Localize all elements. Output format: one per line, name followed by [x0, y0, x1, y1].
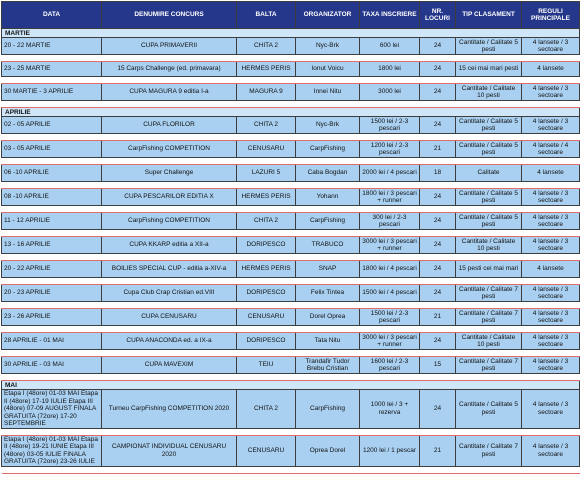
cell-seats: 24 [420, 84, 456, 101]
table-row [2, 357, 580, 374]
cell-date: 08 -10 APRILIE [2, 189, 102, 206]
cell-seats: 24 [420, 117, 456, 134]
cell-seats: 18 [420, 165, 456, 182]
section-title: APRILIE [2, 108, 580, 117]
cell-seats: 24 [420, 261, 456, 278]
cell-rules: 4 lansete / 3 sectoare [522, 84, 580, 101]
cell-fee: 3000 lei / 3 pescari + runner [360, 333, 420, 350]
row-divider [2, 55, 580, 62]
row-divider-cell [2, 77, 580, 84]
cell-seats: 21 [420, 435, 456, 466]
cell-organizer: Oprea Dorel [296, 435, 360, 466]
cell-name: CarpFishing COMPETITION [102, 141, 237, 158]
cell-seats: 24 [420, 62, 456, 77]
header-seats: NR. LOCURI [420, 2, 456, 29]
cell-date: 03 - 05 APRILIE [2, 141, 102, 158]
cell-ranking: 15 cei mai mari pesti [456, 62, 522, 77]
row-divider [2, 278, 580, 285]
cell-ranking: Cantitate / Calitate 5 pesti [456, 189, 522, 206]
cell-rules: 4 lansete / 3 sectoare [522, 390, 580, 429]
cell-organizer: CarpFishing [296, 141, 360, 158]
cell-seats: 24 [420, 38, 456, 55]
cell-rules: 4 lansete / 3 sectoare [522, 38, 580, 55]
cell-organizer: Tata Nitu [296, 333, 360, 350]
cell-ranking: Cantitate / Calitate 5 pesti [456, 390, 522, 429]
cell-name: CUPA KKARP editia a XII-a [102, 237, 237, 254]
cell-date: Etapa I (48ore) 01-03 MAI Etapa II (48ore) 17-19 IULIE Etapa III (48ore) 07-09 AUGUST FINALA GRATUITA (72ore) 17-20 SEPTEMBRIE [2, 390, 102, 429]
cell-ranking: Cantitate / Calitate 7 pesti [456, 357, 522, 374]
cell-date: 23 - 26 APRILIE [2, 309, 102, 326]
cell-fee: 1800 lei / 3 pescari + runner [360, 189, 420, 206]
cell-fee: 1800 lei [360, 62, 420, 77]
row-divider [2, 302, 580, 309]
header-rules: REGULI PRINCIPALE [522, 2, 580, 29]
section-title: MARTIE [2, 29, 580, 38]
row-divider [2, 77, 580, 84]
cell-name: 15 Carps Challenge (ed. primavara) [102, 62, 237, 77]
row-divider [2, 206, 580, 213]
row-divider-cell [2, 350, 580, 357]
header-name: DENUMIRE CONCURS [102, 2, 237, 29]
cell-fee: 2000 lei / 4 pescari [360, 165, 420, 182]
cell-organizer: Ionut Voicu [296, 62, 360, 77]
table-row [2, 165, 580, 182]
cell-rules: 4 lansete / 3 sectoare [522, 357, 580, 374]
row-divider [2, 374, 580, 381]
cell-organizer: CarpFishing [296, 213, 360, 230]
row-divider-cell [2, 326, 580, 333]
cell-date: 23 - 25 MARTIE [2, 62, 102, 77]
row-divider-cell [2, 182, 580, 189]
table-row [2, 117, 580, 134]
cell-name: Cupa Club Crap Cristian ed.VIII [102, 285, 237, 302]
cell-rules: 4 lansete / 3 sectoare [522, 117, 580, 134]
header-lake: BALTA [237, 2, 296, 29]
section-header [2, 381, 580, 390]
cell-lake: CHITA 2 [237, 38, 296, 55]
cell-seats: 21 [420, 141, 456, 158]
cell-fee: 1200 lei / 1 pescar [360, 435, 420, 466]
cell-name: CUPA FLORILOR [102, 117, 237, 134]
cell-organizer: Yohann [296, 189, 360, 206]
cell-date: 20 - 22 APRILIE [2, 261, 102, 278]
cell-lake: HERMES PERIS [237, 62, 296, 77]
cell-fee: 1000 lei / 3 + rezerva [360, 390, 420, 429]
cell-name: CUPA ANACONDA ed. a IX-a [102, 333, 237, 350]
cell-fee: 3000 lei / 3 pescari + runner [360, 237, 420, 254]
cell-organizer: Trandafir Tudor Brebu Cristian [296, 357, 360, 374]
header-organizer: ORGANIZATOR [296, 2, 360, 29]
cell-fee: 600 lei [360, 38, 420, 55]
cell-ranking: Cantitate / Calitate 10 pesti [456, 84, 522, 101]
cell-date: 30 APRILIE - 03 MAI [2, 357, 102, 374]
cell-seats: 21 [420, 309, 456, 326]
row-divider-cell [2, 134, 580, 141]
cell-lake: CHITA 2 [237, 390, 296, 429]
cell-rules: 4 lansete / 3 sectoare [522, 237, 580, 254]
cell-lake: CHITA 2 [237, 213, 296, 230]
cell-ranking: Cantitate / Calitate 5 pesti [456, 141, 522, 158]
row-divider-cell [2, 230, 580, 237]
cell-name: Turneu CarpFishing COMPETITION 2020 [102, 390, 237, 429]
cell-ranking: Cantitate / Calitate 7 pesti [456, 309, 522, 326]
table-row [2, 285, 580, 302]
row-divider-cell [2, 428, 580, 435]
header-row [2, 2, 580, 29]
table-row [2, 189, 580, 206]
table-row [2, 213, 580, 230]
cell-lake: DORIPESCO [237, 333, 296, 350]
cell-lake: DORIPESCO [237, 237, 296, 254]
cell-rules: 4 lansete / 4 sectoare [522, 141, 580, 158]
cell-seats: 24 [420, 285, 456, 302]
cell-lake: LAZURI 5 [237, 165, 296, 182]
cell-date: 30 MARTIE - 3 APRILIE [2, 84, 102, 101]
row-divider-cell [2, 466, 580, 473]
cell-lake: CENUSARU [237, 141, 296, 158]
cell-date: 13 - 16 APRILIE [2, 237, 102, 254]
cell-rules: 4 lansete / 3 sectoare [522, 213, 580, 230]
table-row [2, 38, 580, 55]
cell-name: CUPA PRIMAVERII [102, 38, 237, 55]
cell-ranking: Cantitate / Calitate 5 pesti [456, 117, 522, 134]
cell-lake: MAGURA 9 [237, 84, 296, 101]
cell-ranking: Calitate [456, 165, 522, 182]
row-divider-cell [2, 254, 580, 261]
cell-name: Super Challenge [102, 165, 237, 182]
cell-name: CUPA PESCARILOR EDITIA X [102, 189, 237, 206]
cell-rules: 4 lansete [522, 62, 580, 77]
cell-lake: TEIU [237, 357, 296, 374]
cell-date: 20 - 22 MARTIE [2, 38, 102, 55]
row-divider [2, 101, 580, 108]
table-row [2, 62, 580, 77]
cell-ranking: Cantitate / Calitate 5 pesti [456, 213, 522, 230]
cell-name: CarpFishing COMPETITION [102, 213, 237, 230]
row-divider-cell [2, 278, 580, 285]
cell-fee: 1800 lei / 4 pescari [360, 261, 420, 278]
cell-organizer: Nyc-Brk [296, 117, 360, 134]
table-row [2, 261, 580, 278]
cell-date: 28 APRILIE - 01 MAI [2, 333, 102, 350]
header-ranking: TIP CLASAMENT [456, 2, 522, 29]
row-divider [2, 230, 580, 237]
row-divider [2, 350, 580, 357]
cell-organizer: Nyc-Brk [296, 38, 360, 55]
cell-fee: 1200 lei / 2-3 pescari [360, 141, 420, 158]
cell-seats: 24 [420, 333, 456, 350]
row-divider-cell [2, 158, 580, 165]
cell-seats: 24 [420, 390, 456, 429]
cell-fee: 3000 lei [360, 84, 420, 101]
cell-ranking: Cantitate / Calitate 10 pesti [456, 333, 522, 350]
cell-seats: 24 [420, 237, 456, 254]
cell-lake: CENUSARU [237, 309, 296, 326]
cell-rules: 4 lansete [522, 261, 580, 278]
cell-organizer: Dorel Oprea [296, 309, 360, 326]
cell-organizer: Caba Bogdan [296, 165, 360, 182]
cell-fee: 1500 lei / 2-3 pescari [360, 309, 420, 326]
cell-lake: CHITA 2 [237, 117, 296, 134]
cell-name: CUPA MAGURA 9 editia I-a [102, 84, 237, 101]
cell-fee: 1500 lei / 4 pescari [360, 285, 420, 302]
cell-seats: 15 [420, 357, 456, 374]
row-divider-cell [2, 206, 580, 213]
cell-rules: 4 lansete / 3 sectoare [522, 189, 580, 206]
table-row [2, 390, 580, 429]
section-header [2, 108, 580, 117]
header-date: DATA [2, 2, 102, 29]
row-divider-cell [2, 101, 580, 108]
cell-date: 11 - 12 APRILIE [2, 213, 102, 230]
cell-rules: 4 lansete / 3 sectoare [522, 309, 580, 326]
table-row [2, 237, 580, 254]
row-divider [2, 182, 580, 189]
row-divider [2, 158, 580, 165]
cell-lake: HERMES PERIS [237, 189, 296, 206]
row-divider-cell [2, 55, 580, 62]
row-divider [2, 466, 580, 473]
cell-fee: 300 lei / 2-3 pescari [360, 213, 420, 230]
cell-date: 02 - 05 APRILIE [2, 117, 102, 134]
cell-name: CUPA CENUSARU [102, 309, 237, 326]
cell-fee: 1600 lei / 2-3 pescari [360, 357, 420, 374]
table-row [2, 333, 580, 350]
cell-ranking: Cantitate / Calitate 5 pesti [456, 38, 522, 55]
cell-lake: HERMES PERIS [237, 261, 296, 278]
cell-name: BOILIES SPECIAL CUP - editia a-XIV-a [102, 261, 237, 278]
cell-seats: 24 [420, 189, 456, 206]
table-row [2, 84, 580, 101]
cell-seats: 24 [420, 213, 456, 230]
cell-organizer: CarpFishing [296, 390, 360, 429]
cell-organizer: SNAP [296, 261, 360, 278]
table-row [2, 141, 580, 158]
cell-fee: 1500 lei / 2-3 pescari [360, 117, 420, 134]
table-body [2, 29, 580, 474]
cell-lake: CENUSARU [237, 435, 296, 466]
section-title: MAI [2, 381, 580, 390]
cell-organizer: Innei Nitu [296, 84, 360, 101]
cell-date: 20 - 23 APRILIE [2, 285, 102, 302]
row-divider-cell [2, 374, 580, 381]
cell-name: CAMPIONAT INDIVIDUAL CENUSARU 2020 [102, 435, 237, 466]
row-divider [2, 254, 580, 261]
cell-lake: DORIPESCO [237, 285, 296, 302]
cell-rules: 4 lansete [522, 165, 580, 182]
table-row [2, 435, 580, 466]
row-divider-cell [2, 302, 580, 309]
section-header [2, 29, 580, 38]
cell-rules: 4 lansete / 3 sectoare [522, 285, 580, 302]
competition-table [1, 1, 580, 474]
cell-rules: 4 lansete / 3 sectoare [522, 435, 580, 466]
cell-date: Etapa I (48ore) 01-03 MAI Etapa II (48ore) 19-21 IUNIE Etapa III (48ore) 03-05 IULIE FINALA GRATUITA (72ore) 23-26 IULIE [2, 435, 102, 466]
cell-organizer: TRABUCO [296, 237, 360, 254]
cell-name: CUPA MAVEXIM [102, 357, 237, 374]
table-row [2, 309, 580, 326]
row-divider [2, 326, 580, 333]
cell-rules: 4 lansete / 3 sectoare [522, 333, 580, 350]
cell-ranking: Cantitate / Calitate 7 pesti [456, 435, 522, 466]
row-divider [2, 134, 580, 141]
cell-ranking: Cantitate / Calitate 7 pesti [456, 285, 522, 302]
cell-organizer: Felix Tintea [296, 285, 360, 302]
cell-ranking: Cantitate / Calitate 10 pesti [456, 237, 522, 254]
cell-date: 06 -10 APRILIE [2, 165, 102, 182]
cell-ranking: 15 pesti cei mai mari [456, 261, 522, 278]
row-divider [2, 428, 580, 435]
header-fee: TAXA INSCRIERE [360, 2, 420, 29]
